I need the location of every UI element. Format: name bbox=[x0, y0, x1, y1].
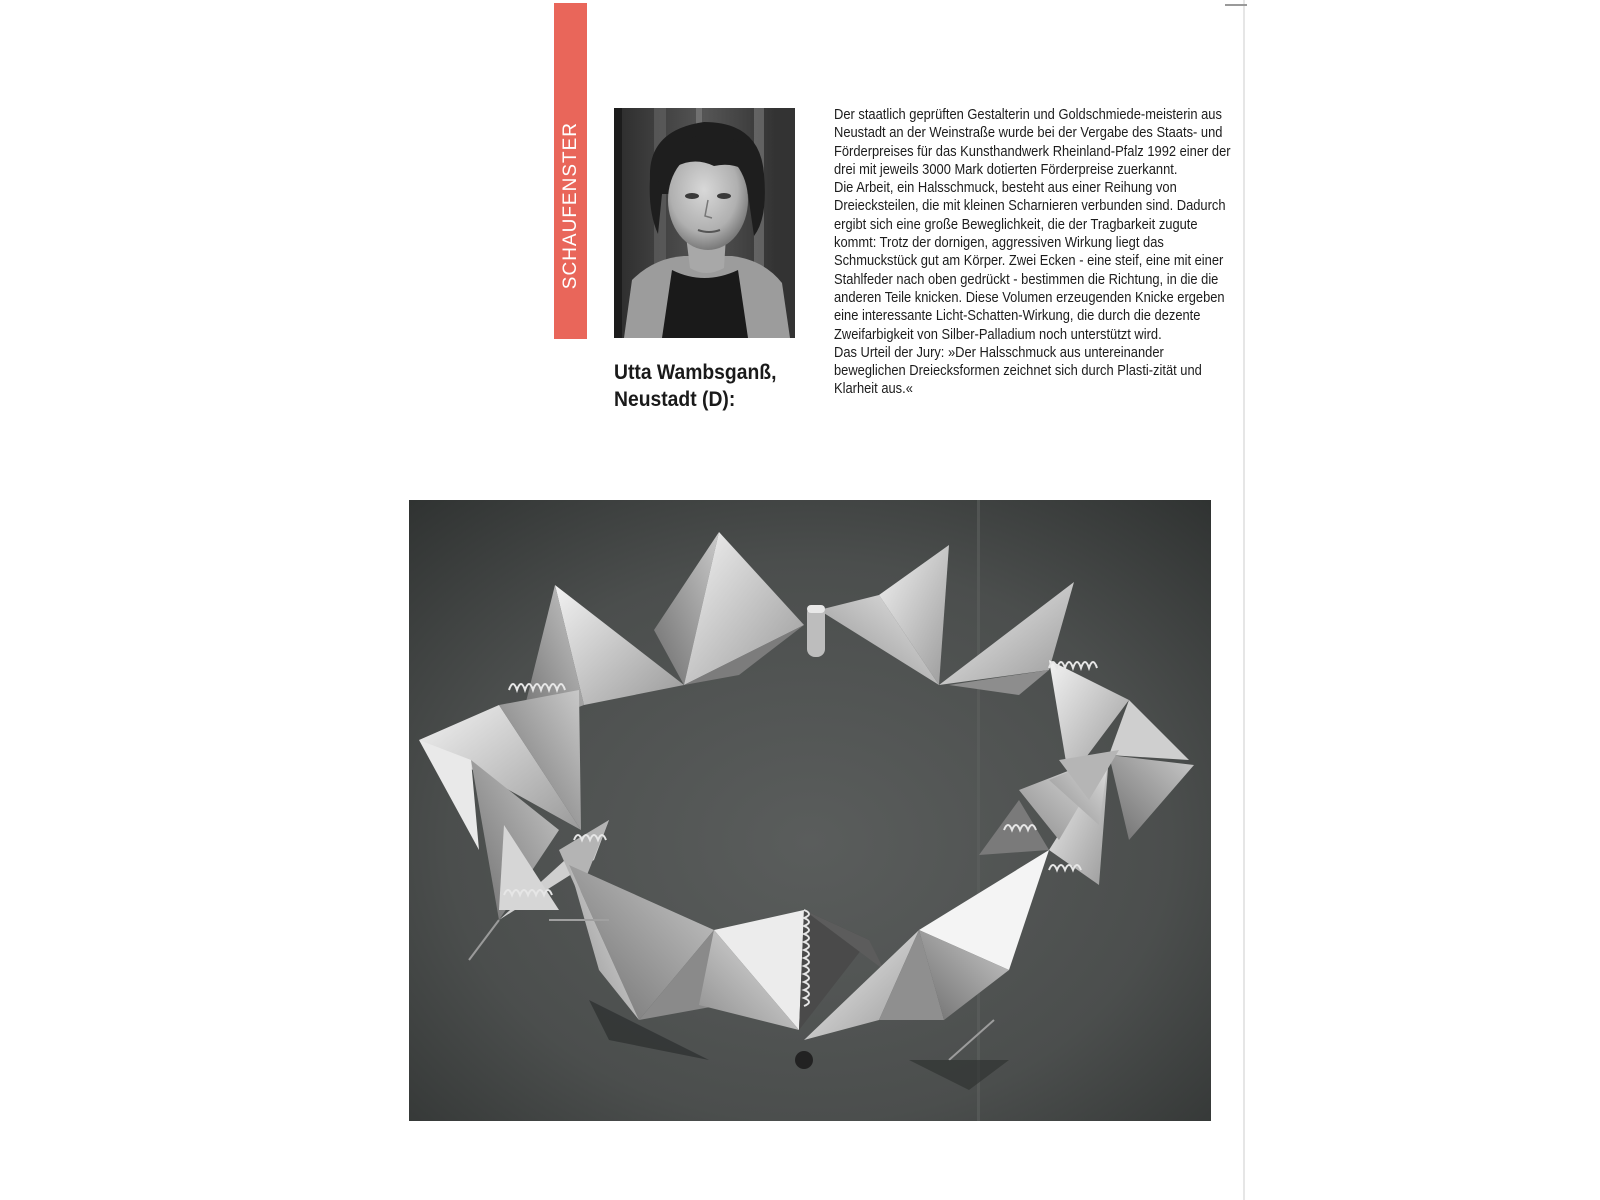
artist-name-heading bbox=[614, 359, 789, 413]
necklace-photo-icon bbox=[409, 500, 1211, 1121]
portrait-photo bbox=[614, 108, 795, 338]
article-paragraph: Die Arbeit, ein Halsschmuck, besteht aus einer Reihung von Dreiecksteilen, die mit kleinen Scharnieren verbunden sind. Dadurch ergibt sich eine große Beweglichkeit, die der Tragbarkeit zugute kommt: Trotz der dornigen, aggressiven Wirkung liegt das Schmuckstück gut am Körper. Zwei Ecken - eine steif, eine mit einer Stahlfeder nach oben gedrückt - bestimmen die Richtung, in die die anderen Teile knicken. Diese Volumen erzeugenden Knicke ergeben eine interessante Licht-Schatten-Wirkung, die durch die dezente Zweifarbigkeit von Silber-Palladium noch unterstützt wird. bbox=[834, 179, 1226, 343]
necklace-photo bbox=[409, 500, 1211, 1121]
section-label bbox=[554, 3, 587, 339]
artist-location: Neustadt (D): bbox=[614, 388, 736, 411]
corner-crop-mark bbox=[1225, 4, 1247, 6]
portrait-photo-icon bbox=[614, 108, 795, 338]
article-paragraph: Der staatlich geprüften Gestalterin und Goldschmiede-meisterin aus Neustadt an der Weinstraße wurde bei der Vergabe des Staats- und Förderpreises für das Kunsthandwerk Rheinland-Pfalz 1992 einer der drei mit jeweils 3000 Mark dotierten Förderpreise zuerkannt. bbox=[834, 106, 1231, 178]
article-paragraph: Das Urteil der Jury: »Der Halsschmuck aus untereinander beweglichen Dreiecksformen zeichnet sich durch Plasti-zität und Klarheit aus.« bbox=[834, 343, 1202, 398]
artist-name: Utta Wambsganß, bbox=[614, 361, 777, 384]
section-label-text: SCHAUFENSTER bbox=[559, 121, 581, 289]
page-edge-line bbox=[1243, 0, 1245, 1200]
article-body bbox=[834, 106, 1234, 399]
